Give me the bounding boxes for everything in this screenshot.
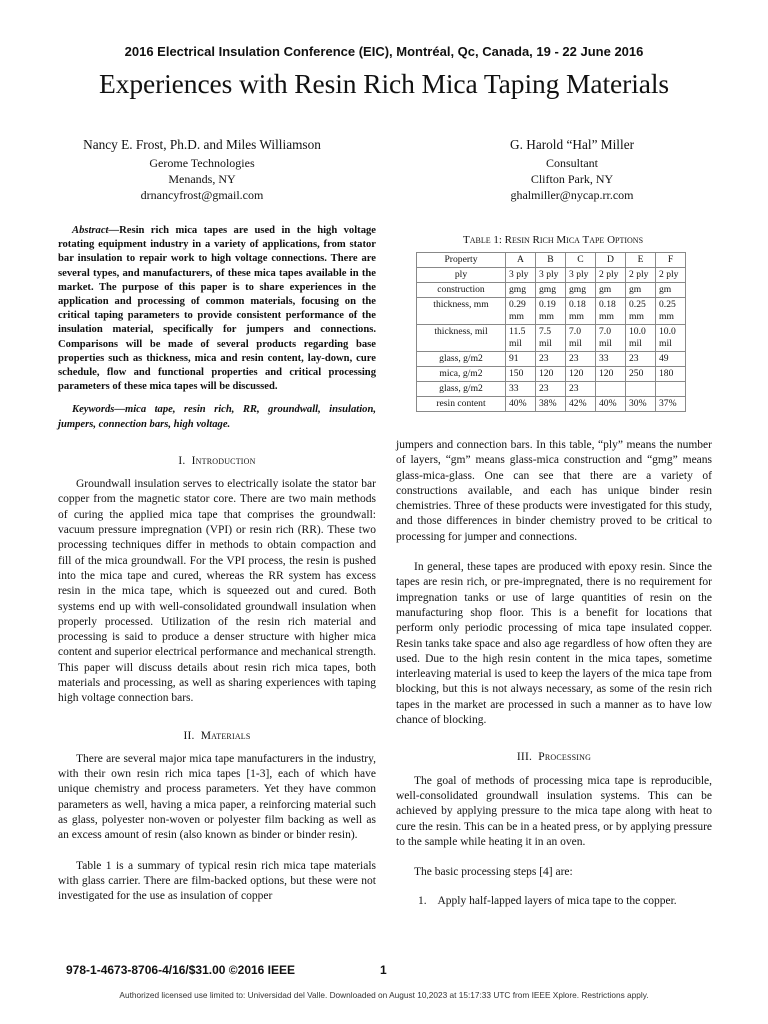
conference-header: 2016 Electrical Insulation Conference (EIC), Montréal, Qc, Canada, 19 - 22 June 2016	[124, 44, 644, 59]
page-number: 1	[380, 963, 387, 977]
table-header-cell: Property	[417, 253, 506, 268]
author-affiliation: Gerome Technologies	[149, 156, 255, 170]
table-header-cell: A	[506, 253, 536, 268]
section-heading-processing: III. Processing	[516, 751, 592, 764]
right-column	[396, 438, 712, 910]
abstract-lead: Abstract—	[72, 225, 120, 236]
table-row: construction gmg gmg gmg gm gm gm	[417, 283, 686, 298]
table-row: glass, g/m2 33 23 23	[417, 382, 686, 397]
table-row: thickness, mil 11.5 mil 7.5 mil 7.0 mil 7.0 mil 10.0 mil 10.0 mil	[417, 325, 686, 352]
materials-paragraph-4: In general, these tapes are produced with epoxy resin. Since the tapes are resin rich, or pre-impregnated, there is no requirement for impregnation tanks or use of large quantities of resin on the manufacturing shop floor. This is a benefit for locations that perform only periodic processing of mica tape insulated copper. Resin tanks take space and also age regardless of how often they are used. Due to the high resin content in the mica tapes, sometime interleaving material is used to keep the layers of the mica tape from blocking, but this is not always necessary, as some of the resin rich tapes in the market are processed in such a manner as to have low chance of blocking.	[396, 561, 712, 727]
table-row: thickness, mm 0.29 mm 0.19 mm 0.18 mm 0.18 mm 0.25 mm 0.25 mm	[417, 298, 686, 325]
paper-title: Experiences with Resin Rich Mica Taping Materials	[98, 68, 670, 99]
materials-paragraph-1: There are several major mica tape manufacturers in the industry, with their own resin rich mica tapes [1-3], each of which have unique chemistry and process parameters. Yet they have common parameters as well, having a mica paper, a reinforcing material such as glass, polyester non-woven or polyester film backing as well as an excess amount of resin (also known as binder or binder resin).	[58, 752, 376, 842]
author-affiliation: Consultant	[545, 156, 598, 170]
table-row: ply 3 ply 3 ply 3 ply 2 ply 2 ply 2 ply	[417, 268, 686, 283]
author-name: G. Harold “Hal” Miller	[509, 137, 635, 152]
processing-step-1: 1. Apply half-lapped layers of mica tape to the copper.	[418, 895, 677, 908]
license-note: Authorized licensed use limited to: Universidad del Valle. Downloaded on August 10,2023 at 15:17:33 UTC from IEEE Xplore. Restrictions apply.	[119, 990, 649, 1000]
materials-paragraph-3: jumpers and connection bars. In this table, “ply” means the number of layers, “gm” means glass-mica construction and “gmg” means glass-mica-glass. One can see that there are a variety of constructions available, and each has unique binder resin chemistries. Three of these products were investigated for this study, and those differences in binder chemistry proved to be critical to processing for jumper and connections.	[396, 439, 712, 543]
author-email: ghalmiller@nycap.rr.com	[510, 188, 634, 202]
table-row: resin content 40% 38% 42% 40% 30% 37%	[417, 397, 686, 412]
author-name: Nancy E. Frost, Ph.D. and Miles Williamson	[83, 137, 321, 152]
processing-paragraph-2: The basic processing steps [4] are:	[414, 866, 573, 879]
table-header-cell: D	[596, 253, 626, 268]
keywords-lead: Keywords—	[72, 404, 125, 416]
abstract	[58, 224, 376, 394]
author-block-1	[62, 137, 342, 203]
section-heading-materials: II. Materials	[183, 729, 251, 742]
author-location: Clifton Park, NY	[530, 172, 614, 186]
left-column	[58, 224, 376, 905]
author-block-2	[462, 137, 682, 203]
table-caption: Table 1: Resin Rich Mica Tape Options	[462, 234, 644, 246]
processing-paragraph-1: The goal of methods of processing mica tape is reproducible, well-consolidated groundwall insulation systems. This can be achieved by applying pressure to the mica tape along with heat to cure the resin. This can be in a heated press, or by applying pressure to the sample while heating it in an oven.	[396, 774, 712, 848]
table-header-cell: E	[626, 253, 656, 268]
keywords	[58, 403, 376, 431]
author-email: drnancyfrost@gmail.com	[140, 188, 264, 202]
footer-isbn: 978-1-4673-8706-4/16/$31.00 ©2016 IEEE	[66, 963, 296, 977]
mica-tape-table	[416, 252, 686, 412]
section-heading-introduction: I. Introduction	[178, 454, 256, 467]
abstract-text: Resin rich mica tapes are used in the high voltage rotating equipment industry in a variety of applications, from stator bar insulation to repair work to high voltage connections. There are several types, and manufacturers, of these mica tapes available in the market. The purpose of this paper is to share experiences in the application and processing of common materials, focusing on the critical taping parameters to provide consistent performance of the insulation material, specifically for jumpers and connections. Comparisons will be made of several products regarding base properties such as thickness, mica and resin content, lay-down, cure schedule, flow and functional properties and critical processing parameters of these mica tapes will be discussed.	[58, 225, 376, 393]
table-header-row	[417, 253, 686, 268]
table-header-cell: F	[656, 253, 686, 268]
author-location: Menands, NY	[168, 172, 236, 186]
table-header-cell: B	[536, 253, 566, 268]
table-header-cell: C	[566, 253, 596, 268]
materials-paragraph-2: Table 1 is a summary of typical resin rich mica tape materials with glass carrier. There are film-backed options, but these were not investigated for the use as insulation of copper	[58, 859, 376, 903]
intro-paragraph: Groundwall insulation serves to electrically isolate the stator bar copper from the magnetic stator core. There are two main methods of curing the applied mica tape that comprises the groundwall: vacuum pressure impregnation (VPI) or resin rich (RR). These two processing techniques differ in methods to obtain compaction and fill of the mica groundwall. For the VPI process, the resin is pushed into the mica tape and cured, whereas the RR system has excess resin in the mica tape, which is squeezed out and cured. Both systems end up with well-consolidated groundwall insulation when properly processed. Utilization of the resin rich material and processing is said to produce a denser structure with higher mica content and superior electrical performance and mechanical strength. This paper will discuss details about resin rich mica tapes, both materials and processing, as well as sharing experiences with taping high voltage connection bars.	[58, 478, 376, 705]
table-row: glass, g/m2 91 23 23 33 23 49	[417, 352, 686, 367]
keywords-text: mica tape, resin rich, RR, groundwall, insulation, jumpers, connection bars, high voltage.	[58, 404, 376, 430]
table-row: mica, g/m2 150 120 120 120 250 180	[417, 367, 686, 382]
